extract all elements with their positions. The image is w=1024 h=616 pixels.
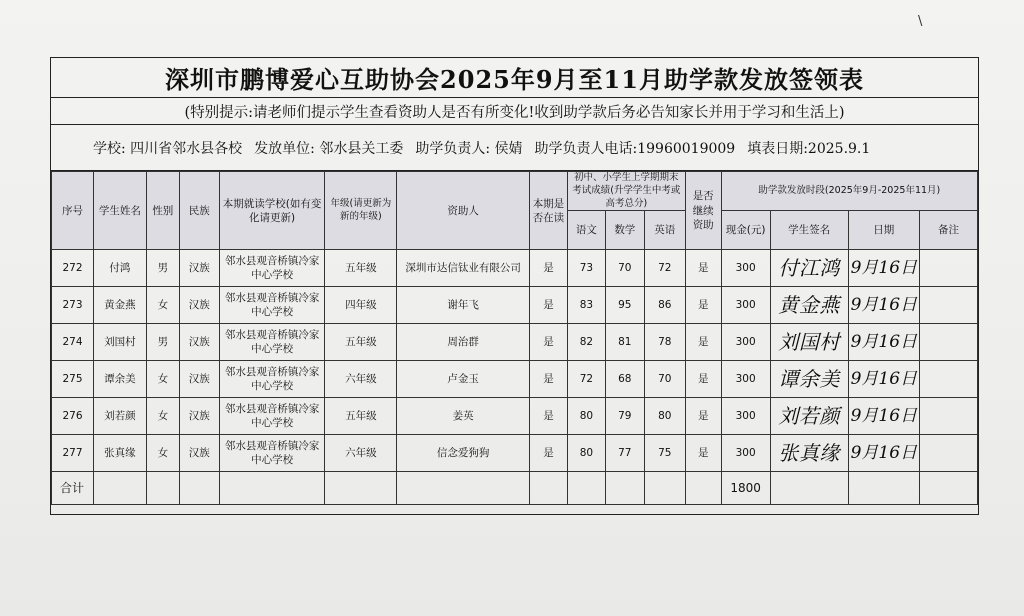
cell-ethnic: 汉族 bbox=[179, 435, 219, 472]
corner-pen-mark: \ bbox=[918, 14, 923, 29]
cell-cash: 300 bbox=[721, 361, 770, 398]
cell-sponsor: 周治群 bbox=[397, 324, 530, 361]
empty-cell bbox=[567, 472, 605, 505]
header-name: 学生姓名 bbox=[93, 172, 146, 250]
cell-remark bbox=[920, 324, 978, 361]
header-gender: 性别 bbox=[146, 172, 179, 250]
cell-no: 275 bbox=[52, 361, 94, 398]
header-signature: 学生签名 bbox=[770, 211, 848, 250]
cell-remark bbox=[920, 361, 978, 398]
cell-continue: 是 bbox=[685, 324, 721, 361]
table-row bbox=[52, 435, 978, 472]
aid-table bbox=[51, 171, 978, 505]
header-school: 本期就读学校(如有变化请更新) bbox=[219, 172, 325, 250]
cell-school: 邻水县观音桥镇冷家中心学校 bbox=[219, 287, 325, 324]
cell-math: 68 bbox=[605, 361, 644, 398]
table-row bbox=[52, 324, 978, 361]
cell-english: 80 bbox=[644, 398, 685, 435]
cell-sponsor: 卢金玉 bbox=[397, 361, 530, 398]
cell-sponsor: 深圳市达信钛业有限公司 bbox=[397, 250, 530, 287]
meta-school: 学校: 四川省邻水县各校 bbox=[93, 140, 243, 157]
header-ethnic: 民族 bbox=[179, 172, 219, 250]
cell-gender: 女 bbox=[146, 435, 179, 472]
form-title: 深圳市鹏博爱心互助协会2025年9月至11月助学款发放签领表 bbox=[51, 58, 978, 98]
header-sponsor: 资助人 bbox=[397, 172, 530, 250]
cell-name: 刘若颜 bbox=[93, 398, 146, 435]
cell-no: 274 bbox=[52, 324, 94, 361]
cell-ethnic: 汉族 bbox=[179, 398, 219, 435]
cell-chinese: 73 bbox=[567, 250, 605, 287]
empty-cell bbox=[219, 472, 325, 505]
header-remark: 备注 bbox=[920, 211, 978, 250]
table-row bbox=[52, 250, 978, 287]
header-english: 英语 bbox=[644, 211, 685, 250]
table-row bbox=[52, 287, 978, 324]
cell-in-school: 是 bbox=[529, 361, 567, 398]
meta-unit: 发放单位: 邻水县关工委 bbox=[254, 140, 404, 157]
empty-cell bbox=[848, 472, 919, 505]
cell-signature: 刘国村 bbox=[770, 324, 848, 361]
cell-math: 95 bbox=[605, 287, 644, 324]
cell-math: 79 bbox=[605, 398, 644, 435]
cell-ethnic: 汉族 bbox=[179, 324, 219, 361]
cell-sponsor: 信念爱狗狗 bbox=[397, 435, 530, 472]
cell-school: 邻水县观音桥镇冷家中心学校 bbox=[219, 435, 325, 472]
header-grade: 年级(请更新为新的年级) bbox=[325, 172, 397, 250]
cell-no: 276 bbox=[52, 398, 94, 435]
cell-ethnic: 汉族 bbox=[179, 250, 219, 287]
table-row bbox=[52, 398, 978, 435]
cell-in-school: 是 bbox=[529, 287, 567, 324]
special-notice: (特别提示:请老师们提示学生查看资助人是否有所变化!收到助学款后务必告知家长并用于学习和生活上) bbox=[51, 98, 978, 125]
cell-chinese: 83 bbox=[567, 287, 605, 324]
cell-cash: 300 bbox=[721, 324, 770, 361]
cell-in-school: 是 bbox=[529, 250, 567, 287]
cell-name: 张真缘 bbox=[93, 435, 146, 472]
cell-chinese: 80 bbox=[567, 398, 605, 435]
cell-gender: 男 bbox=[146, 250, 179, 287]
cell-grade: 五年级 bbox=[325, 250, 397, 287]
cell-date: 9月16日 bbox=[848, 250, 919, 287]
cell-school: 邻水县观音桥镇冷家中心学校 bbox=[219, 250, 325, 287]
header-chinese: 语文 bbox=[567, 211, 605, 250]
cell-math: 77 bbox=[605, 435, 644, 472]
header-period: 助学款发放时段(2025年9月-2025年11月) bbox=[721, 172, 977, 211]
header-continue: 是否继续资助 bbox=[685, 172, 721, 250]
cell-grade: 四年级 bbox=[325, 287, 397, 324]
header-no: 序号 bbox=[52, 172, 94, 250]
cell-grade: 六年级 bbox=[325, 361, 397, 398]
cell-grade: 五年级 bbox=[325, 324, 397, 361]
meta-phone: 助学负责人电话:19960019009 bbox=[534, 140, 736, 157]
cell-math: 70 bbox=[605, 250, 644, 287]
cell-chinese: 82 bbox=[567, 324, 605, 361]
cell-date: 9月16日 bbox=[848, 287, 919, 324]
empty-cell bbox=[93, 472, 146, 505]
header-date: 日期 bbox=[848, 211, 919, 250]
cell-cash: 300 bbox=[721, 287, 770, 324]
cell-english: 75 bbox=[644, 435, 685, 472]
signature-form bbox=[50, 57, 979, 515]
empty-cell bbox=[529, 472, 567, 505]
cell-gender: 女 bbox=[146, 287, 179, 324]
cell-name: 刘国村 bbox=[93, 324, 146, 361]
cell-signature: 刘若颜 bbox=[770, 398, 848, 435]
cell-signature: 谭余美 bbox=[770, 361, 848, 398]
cell-sponsor: 谢年飞 bbox=[397, 287, 530, 324]
cell-no: 277 bbox=[52, 435, 94, 472]
meta-owner: 助学负责人: 侯婧 bbox=[415, 140, 523, 157]
cell-date: 9月16日 bbox=[848, 361, 919, 398]
empty-cell bbox=[605, 472, 644, 505]
cell-english: 72 bbox=[644, 250, 685, 287]
empty-cell bbox=[179, 472, 219, 505]
cell-in-school: 是 bbox=[529, 435, 567, 472]
empty-cell bbox=[325, 472, 397, 505]
empty-cell bbox=[770, 472, 848, 505]
cell-ethnic: 汉族 bbox=[179, 361, 219, 398]
cell-school: 邻水县观音桥镇冷家中心学校 bbox=[219, 361, 325, 398]
cell-in-school: 是 bbox=[529, 324, 567, 361]
cell-date: 9月16日 bbox=[848, 435, 919, 472]
cell-continue: 是 bbox=[685, 287, 721, 324]
cell-remark bbox=[920, 287, 978, 324]
cell-signature: 付江鸿 bbox=[770, 250, 848, 287]
cell-gender: 女 bbox=[146, 361, 179, 398]
total-label: 合计 bbox=[52, 472, 94, 505]
cell-sponsor: 姜英 bbox=[397, 398, 530, 435]
cell-english: 70 bbox=[644, 361, 685, 398]
cell-no: 272 bbox=[52, 250, 94, 287]
cell-name: 黄金燕 bbox=[93, 287, 146, 324]
empty-cell bbox=[685, 472, 721, 505]
cell-school: 邻水县观音桥镇冷家中心学校 bbox=[219, 398, 325, 435]
empty-cell bbox=[146, 472, 179, 505]
cell-cash: 300 bbox=[721, 250, 770, 287]
header-cash: 现金(元) bbox=[721, 211, 770, 250]
cell-english: 86 bbox=[644, 287, 685, 324]
form-meta bbox=[51, 125, 978, 171]
cell-remark bbox=[920, 398, 978, 435]
cell-in-school: 是 bbox=[529, 398, 567, 435]
cell-signature: 张真缘 bbox=[770, 435, 848, 472]
cell-math: 81 bbox=[605, 324, 644, 361]
cell-no: 273 bbox=[52, 287, 94, 324]
cell-name: 谭余美 bbox=[93, 361, 146, 398]
total-cash: 1800 bbox=[721, 472, 770, 505]
meta-fill-date: 填表日期:2025.9.1 bbox=[747, 140, 871, 157]
cell-continue: 是 bbox=[685, 435, 721, 472]
cell-continue: 是 bbox=[685, 250, 721, 287]
cell-chinese: 80 bbox=[567, 435, 605, 472]
header-math: 数学 bbox=[605, 211, 644, 250]
header-in-school: 本期是否在读 bbox=[529, 172, 567, 250]
empty-cell bbox=[644, 472, 685, 505]
table-row bbox=[52, 361, 978, 398]
cell-continue: 是 bbox=[685, 398, 721, 435]
cell-remark bbox=[920, 435, 978, 472]
cell-date: 9月16日 bbox=[848, 324, 919, 361]
header-scores: 初中、小学生上学期期末考试成绩(升学学生中考或高考总分) bbox=[567, 172, 685, 211]
cell-cash: 300 bbox=[721, 398, 770, 435]
cell-grade: 六年级 bbox=[325, 435, 397, 472]
cell-cash: 300 bbox=[721, 435, 770, 472]
cell-gender: 男 bbox=[146, 324, 179, 361]
cell-ethnic: 汉族 bbox=[179, 287, 219, 324]
cell-gender: 女 bbox=[146, 398, 179, 435]
cell-school: 邻水县观音桥镇冷家中心学校 bbox=[219, 324, 325, 361]
cell-chinese: 72 bbox=[567, 361, 605, 398]
empty-cell bbox=[920, 472, 978, 505]
empty-cell bbox=[397, 472, 530, 505]
cell-name: 付鸿 bbox=[93, 250, 146, 287]
cell-date: 9月16日 bbox=[848, 398, 919, 435]
cell-grade: 五年级 bbox=[325, 398, 397, 435]
cell-remark bbox=[920, 250, 978, 287]
cell-english: 78 bbox=[644, 324, 685, 361]
cell-signature: 黄金燕 bbox=[770, 287, 848, 324]
total-row bbox=[52, 472, 978, 505]
cell-continue: 是 bbox=[685, 361, 721, 398]
